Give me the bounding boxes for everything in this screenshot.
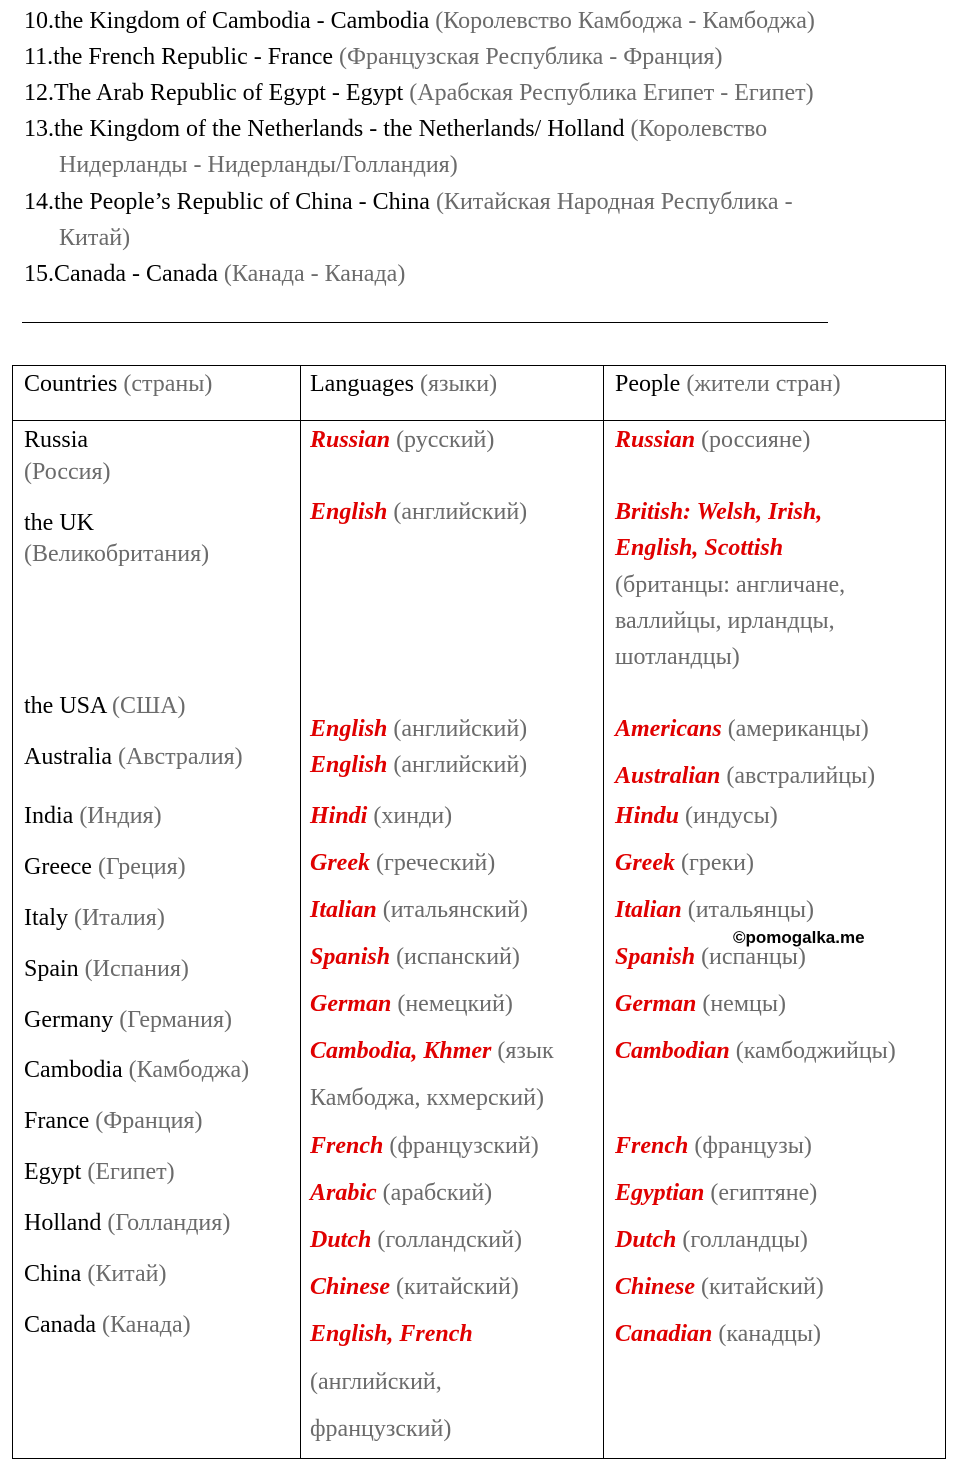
country-ru: (Китай) bbox=[87, 1261, 167, 1287]
country-en: China bbox=[24, 1261, 82, 1287]
list-russian: (Арабская Республика Египет - Египет) bbox=[409, 80, 814, 106]
language-ru: (китайский) bbox=[396, 1274, 519, 1300]
column-divider bbox=[300, 366, 301, 1458]
people-en: Australian bbox=[615, 763, 721, 789]
people-cell bbox=[615, 1222, 808, 1258]
language-en: Hindi bbox=[310, 803, 368, 829]
list-russian: (Французская Республика - Франция) bbox=[339, 44, 723, 70]
language-en: English bbox=[310, 752, 388, 778]
people-cell bbox=[615, 1316, 821, 1352]
people-cell bbox=[615, 892, 814, 928]
people-en: Egyptian bbox=[615, 1180, 705, 1206]
country-ru: (Испания) bbox=[84, 956, 189, 982]
language-en: Greek bbox=[310, 850, 370, 876]
language-en: Arabic bbox=[310, 1180, 377, 1206]
country-en: Germany bbox=[24, 1007, 114, 1033]
language-ru: (русский) bbox=[396, 427, 495, 453]
people-en: Hindu bbox=[615, 803, 680, 829]
language-en: Russian bbox=[310, 427, 391, 453]
language-ru: (немецкий) bbox=[397, 991, 513, 1017]
header-languages bbox=[310, 366, 497, 402]
list-item bbox=[24, 111, 768, 178]
people-en: Canadian bbox=[615, 1321, 713, 1347]
language-ru: (хинди) bbox=[373, 803, 453, 829]
country-ru: (Индия) bbox=[79, 803, 162, 829]
list-russian-continued: Нидерланды - Нидерланды/Голландия) bbox=[59, 152, 458, 178]
list-russian: (Королевство bbox=[630, 116, 768, 142]
header-en: Countries bbox=[24, 371, 118, 397]
list-english: Canada - Canada bbox=[54, 261, 218, 287]
language-cell bbox=[310, 939, 520, 975]
country-cell-ru bbox=[24, 454, 111, 490]
country-cell bbox=[24, 1256, 166, 1292]
people-ru: (французы) bbox=[694, 1133, 812, 1159]
language-cell bbox=[310, 1033, 554, 1069]
language-en: English bbox=[310, 499, 388, 525]
people-en: Greek bbox=[615, 850, 675, 876]
people-ru: (греки) bbox=[680, 850, 754, 876]
country-ru: (Австралия) bbox=[117, 744, 243, 770]
language-en: English, French bbox=[310, 1321, 473, 1347]
language-cell bbox=[310, 1222, 522, 1258]
country-en: Australia bbox=[24, 744, 112, 770]
country-ru: (Великобритания) bbox=[24, 541, 210, 567]
language-cell bbox=[310, 1269, 519, 1305]
language-ru: (английский) bbox=[393, 499, 528, 525]
people-en: English, Scottish bbox=[615, 535, 784, 561]
list-english: the Kingdom of the Netherlands - the Netherlands/ Holland bbox=[54, 116, 625, 142]
people-cell bbox=[615, 711, 869, 747]
country-cell bbox=[24, 951, 189, 987]
country-cell bbox=[24, 1002, 232, 1038]
watermark: ©pomogalka.me bbox=[733, 928, 865, 947]
people-ru: (американцы) bbox=[727, 716, 869, 742]
list-number: 11. bbox=[24, 44, 54, 70]
language-cell bbox=[310, 986, 513, 1022]
country-ru: (Голландия) bbox=[107, 1210, 231, 1236]
language-ru: Камбоджа, кхмерский) bbox=[310, 1085, 544, 1111]
language-cell bbox=[310, 845, 495, 881]
country-ru: (Германия) bbox=[119, 1007, 233, 1033]
people-cell bbox=[615, 530, 783, 566]
language-ru: (голландский) bbox=[377, 1227, 522, 1253]
language-ru: (греческий) bbox=[375, 850, 496, 876]
language-cell bbox=[310, 747, 527, 783]
language-cell bbox=[310, 422, 494, 458]
language-en: Chinese bbox=[310, 1274, 391, 1300]
country-ru: (Франция) bbox=[95, 1108, 203, 1134]
people-cell bbox=[615, 1175, 817, 1211]
country-ru: (Греция) bbox=[97, 854, 186, 880]
country-en: Spain bbox=[24, 956, 79, 982]
language-ru: (язык bbox=[497, 1038, 554, 1064]
language-cell bbox=[310, 1128, 539, 1164]
country-en: Canada bbox=[24, 1312, 96, 1338]
language-ru: французский) bbox=[310, 1416, 452, 1442]
country-cell bbox=[24, 422, 88, 458]
people-cell-continued bbox=[615, 639, 740, 675]
country-cell bbox=[24, 1103, 202, 1139]
list-item bbox=[24, 75, 814, 111]
people-cell bbox=[615, 986, 786, 1022]
list-english: the People’s Republic of China - China bbox=[54, 189, 430, 215]
header-countries bbox=[24, 366, 212, 402]
country-ru: (Канада) bbox=[101, 1312, 191, 1338]
people-ru: (китайский) bbox=[701, 1274, 824, 1300]
people-ru: (британцы: англичане, bbox=[615, 572, 846, 598]
country-en: India bbox=[24, 803, 74, 829]
header-divider bbox=[13, 420, 945, 421]
header-ru: (языки) bbox=[419, 371, 498, 397]
answer-line bbox=[22, 322, 828, 323]
list-item bbox=[24, 3, 815, 39]
country-cell bbox=[24, 900, 165, 936]
language-ru: (французский) bbox=[389, 1133, 539, 1159]
people-ru: шотландцы) bbox=[615, 644, 740, 670]
list-english: the French Republic - France bbox=[53, 44, 334, 70]
country-ru: (Камбоджа) bbox=[128, 1057, 250, 1083]
list-number: 13. bbox=[24, 116, 54, 142]
language-ru: (английский, bbox=[310, 1369, 442, 1395]
language-cell bbox=[310, 1175, 492, 1211]
people-en: Dutch bbox=[615, 1227, 677, 1253]
people-en: Chinese bbox=[615, 1274, 696, 1300]
country-en: Russia bbox=[24, 427, 89, 453]
country-ru: (США) bbox=[112, 693, 186, 719]
people-ru: (канадцы) bbox=[718, 1321, 821, 1347]
country-en: Cambodia bbox=[24, 1057, 123, 1083]
people-en: Russian bbox=[615, 427, 696, 453]
country-ru: (Россия) bbox=[24, 459, 111, 485]
list-russian: (Королевство Камбоджа - Камбоджа) bbox=[435, 8, 815, 34]
country-cell bbox=[24, 1205, 230, 1241]
people-cell bbox=[615, 494, 822, 530]
language-ru: (испанский) bbox=[396, 944, 520, 970]
country-en: Greece bbox=[24, 854, 92, 880]
list-russian-continued: Китай) bbox=[59, 225, 131, 251]
people-ru: (голландцы) bbox=[682, 1227, 808, 1253]
language-en: Dutch bbox=[310, 1227, 372, 1253]
people-cell-continued bbox=[615, 603, 835, 639]
country-cell bbox=[24, 849, 186, 885]
header-en: People bbox=[615, 371, 681, 397]
country-cell bbox=[24, 1307, 191, 1343]
language-cell-continued bbox=[310, 1364, 442, 1400]
language-cell-continued bbox=[310, 1080, 544, 1116]
country-cell bbox=[24, 1154, 175, 1190]
country-cell bbox=[24, 798, 162, 834]
people-cell bbox=[615, 422, 810, 458]
list-english: The Arab Republic of Egypt - Egypt bbox=[54, 80, 404, 106]
language-en: Italian bbox=[310, 897, 377, 923]
people-cell bbox=[615, 845, 754, 881]
people-cell bbox=[615, 758, 875, 794]
language-en: Spanish bbox=[310, 944, 391, 970]
header-ru: (страны) bbox=[123, 371, 213, 397]
country-cell bbox=[24, 739, 243, 775]
language-cell bbox=[310, 892, 528, 928]
list-item bbox=[24, 256, 405, 292]
list-number: 15. bbox=[24, 261, 54, 287]
people-ru: (индусы) bbox=[685, 803, 778, 829]
language-cell bbox=[310, 1316, 473, 1352]
language-cell-continued bbox=[310, 1411, 451, 1447]
language-cell bbox=[310, 798, 452, 834]
list-number: 12. bbox=[24, 80, 54, 106]
people-en: British: Welsh, Irish, bbox=[615, 499, 823, 525]
language-ru: (английский) bbox=[393, 716, 528, 742]
header-ru: (жители стран) bbox=[686, 371, 841, 397]
list-number: 10. bbox=[24, 8, 54, 34]
language-cell bbox=[310, 494, 527, 530]
people-ru: (испанцы) bbox=[701, 944, 806, 970]
people-cell bbox=[615, 1033, 896, 1069]
country-en: France bbox=[24, 1108, 90, 1134]
language-en: Cambodia, Khmer bbox=[310, 1038, 492, 1064]
people-en: Americans bbox=[615, 716, 722, 742]
language-ru: (арабский) bbox=[382, 1180, 493, 1206]
country-en: Italy bbox=[24, 905, 68, 931]
list-number: 14. bbox=[24, 189, 54, 215]
people-ru: валлийцы, ирландцы, bbox=[615, 608, 835, 634]
country-ru: (Египет) bbox=[87, 1159, 175, 1185]
list-russian: (Китайская Народная Республика - bbox=[435, 189, 793, 215]
country-cell-ru bbox=[24, 536, 209, 572]
list-item bbox=[24, 39, 722, 75]
language-en: French bbox=[310, 1133, 384, 1159]
country-en: Egypt bbox=[24, 1159, 82, 1185]
list-english: the Kingdom of Cambodia - Cambodia bbox=[54, 8, 430, 34]
people-en: German bbox=[615, 991, 697, 1017]
language-ru: (английский) bbox=[393, 752, 528, 778]
column-divider bbox=[603, 366, 604, 1458]
country-en: the USA bbox=[24, 693, 107, 719]
people-cell bbox=[615, 1128, 812, 1164]
language-en: English bbox=[310, 716, 388, 742]
people-cell-continued bbox=[615, 567, 845, 603]
list-item bbox=[24, 184, 793, 251]
country-ru: (Италия) bbox=[73, 905, 165, 931]
header-en: Languages bbox=[310, 371, 414, 397]
people-en: Cambodian bbox=[615, 1038, 730, 1064]
people-ru: (австралийцы) bbox=[726, 763, 876, 789]
people-cell bbox=[615, 798, 778, 834]
people-ru: (россияне) bbox=[701, 427, 811, 453]
header-people bbox=[615, 366, 841, 402]
language-ru: (итальянский) bbox=[382, 897, 528, 923]
country-en: Holland bbox=[24, 1210, 102, 1236]
country-cell bbox=[24, 1052, 249, 1088]
list-russian: (Канада - Канада) bbox=[223, 261, 406, 287]
people-ru: (камбоджийцы) bbox=[735, 1038, 896, 1064]
people-ru: (египтяне) bbox=[710, 1180, 818, 1206]
country-cell bbox=[24, 688, 186, 724]
language-cell bbox=[310, 711, 527, 747]
people-en: French bbox=[615, 1133, 689, 1159]
people-cell bbox=[615, 1269, 824, 1305]
language-en: German bbox=[310, 991, 392, 1017]
people-ru: (немцы) bbox=[702, 991, 786, 1017]
country-en: the UK bbox=[24, 510, 94, 536]
people-en: Italian bbox=[615, 897, 682, 923]
people-ru: (итальянцы) bbox=[687, 897, 814, 923]
people-en: Spanish bbox=[615, 944, 696, 970]
